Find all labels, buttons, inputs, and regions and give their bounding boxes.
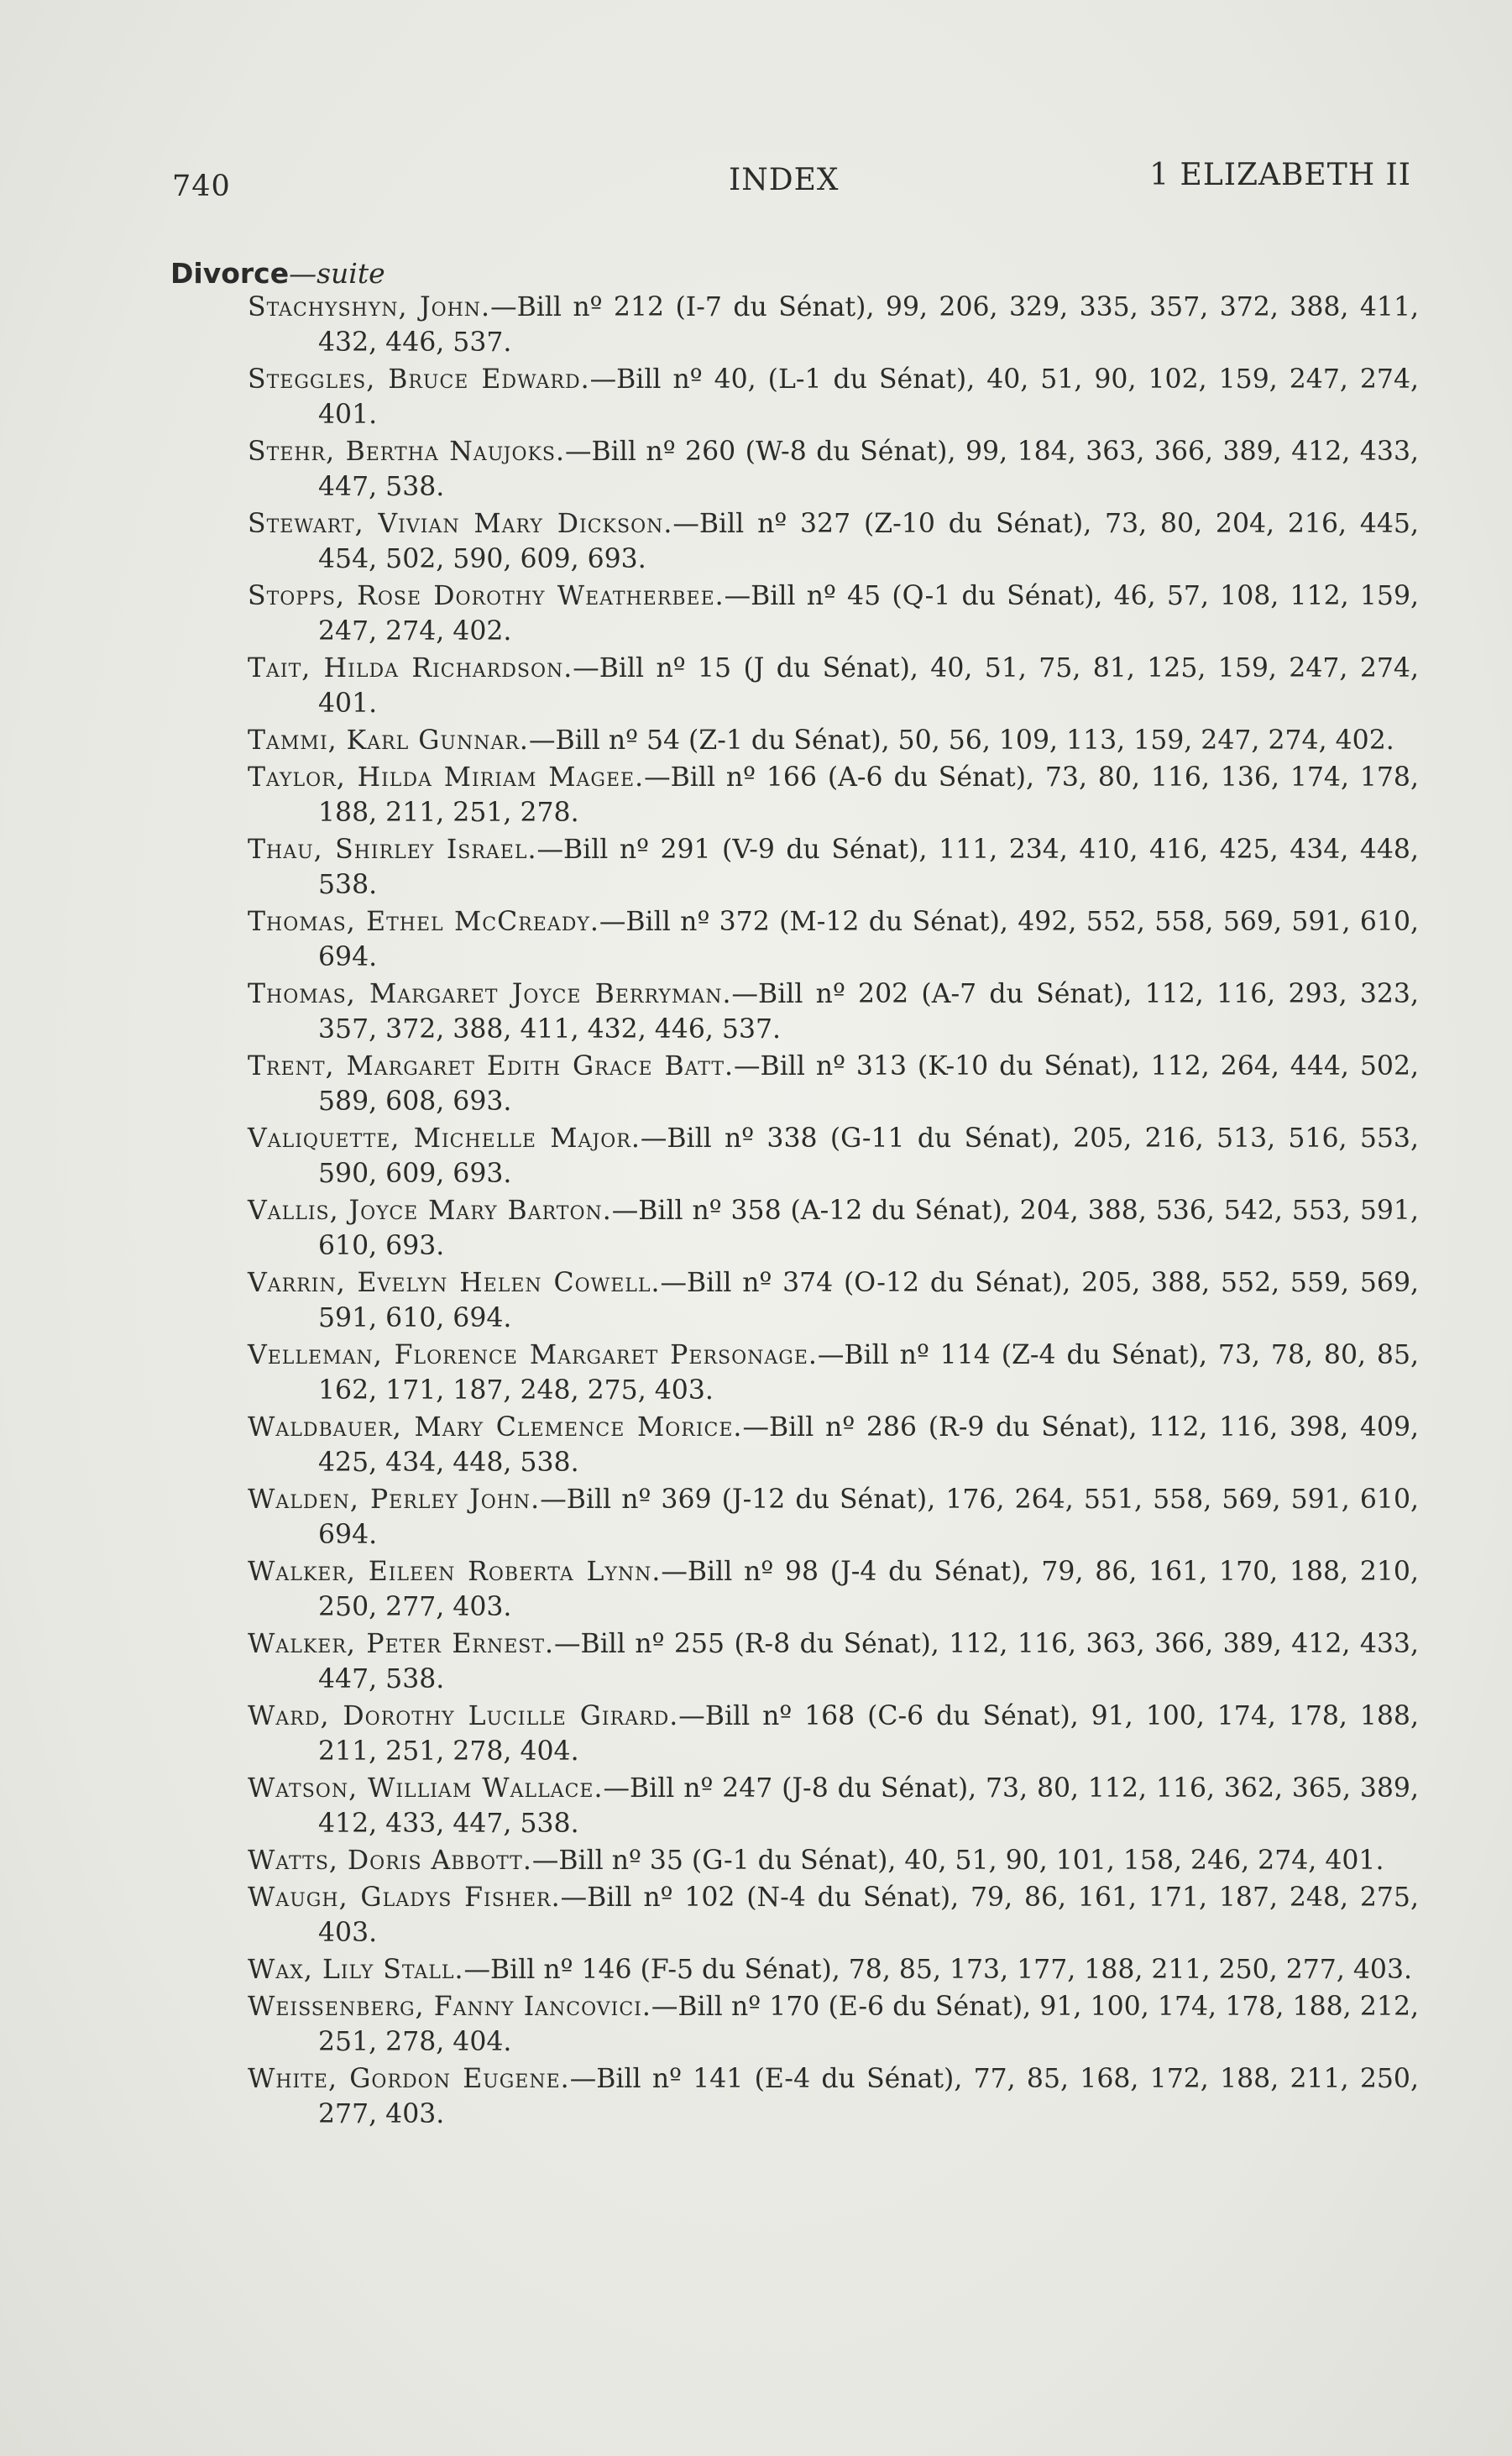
page-number: 740 <box>172 170 231 203</box>
entry-details: —Bill nº 212 (I-7 du Sénat), 99, 206, 329, 335, 357, 372, 388, 411, 432, 446, 537. <box>318 292 1419 358</box>
entry-details: —Bill nº 313 (K-10 du Sénat), 112, 264, 444, 502, 589, 608, 693. <box>318 1051 1419 1117</box>
entry-name: Trent, Margaret Edith Grace Batt. <box>248 1051 735 1081</box>
section-heading-label: Divorce <box>170 257 290 290</box>
index-entry <box>248 1699 1419 1769</box>
index-entry <box>248 904 1419 975</box>
index-entry <box>248 1121 1419 1191</box>
index-entry-list <box>248 290 1419 2134</box>
entry-name: Taylor, Hilda Miriam Magee. <box>248 762 645 793</box>
section-heading-suffix: —suite <box>289 257 385 290</box>
entry-details: —Bill nº 369 (J-12 du Sénat), 176, 264, 551, 558, 569, 591, 610, 694. <box>318 1485 1419 1550</box>
index-entry <box>248 977 1419 1047</box>
entry-details: —Bill nº 338 (G-11 du Sénat), 205, 216, 513, 516, 553, 590, 609, 693. <box>318 1123 1419 1189</box>
index-entry <box>248 760 1419 830</box>
entry-name: Varrin, Evelyn Helen Cowell. <box>248 1268 661 1298</box>
entry-name: Tait, Hilda Richardson. <box>248 653 573 683</box>
entry-name: Velleman, Florence Margaret Personage. <box>248 1340 818 1370</box>
index-entry <box>248 651 1419 721</box>
entry-name: Stachyshyn, John. <box>248 292 491 322</box>
entry-details: —Bill nº 372 (M-12 du Sénat), 492, 552, 558, 569, 591, 610, 694. <box>318 907 1420 972</box>
entry-details: —Bill nº 202 (A-7 du Sénat), 112, 116, 293, 323, 357, 372, 388, 411, 432, 446, 537. <box>318 979 1419 1045</box>
entry-name: Valiquette, Michelle Major. <box>248 1123 641 1154</box>
index-entry <box>248 1049 1419 1119</box>
index-entry <box>248 1771 1419 1841</box>
entry-name: Thomas, Ethel McCready. <box>248 907 599 937</box>
index-entry <box>248 362 1419 432</box>
entry-details: —Bill nº 98 (J-4 du Sénat), 79, 86, 161, 170, 188, 210, 250, 277, 403. <box>318 1557 1419 1622</box>
entry-details: —Bill nº 291 (V-9 du Sénat), 111, 234, 410, 416, 425, 434, 448, 538. <box>318 835 1419 900</box>
entry-name: Watts, Doris Abbott. <box>248 1846 532 1876</box>
index-entry <box>248 1626 1419 1697</box>
entry-details: —Bill nº 255 (R-8 du Sénat), 112, 116, 363, 366, 389, 412, 433, 447, 538. <box>318 1629 1419 1694</box>
entry-details: —Bill nº 141 (E-4 du Sénat), 77, 85, 168, 172, 188, 211, 250, 277, 403. <box>318 2064 1419 2129</box>
entry-name: White, Gordon Eugene. <box>248 2064 570 2094</box>
entry-name: Walker, Eileen Roberta Lynn. <box>248 1557 662 1587</box>
entry-name: Thau, Shirley Israel. <box>248 835 537 865</box>
entry-name: Stopps, Rose Dorothy Weatherbee. <box>248 581 725 611</box>
index-entry <box>248 2061 1419 2132</box>
page-title: INDEX <box>729 163 840 197</box>
entry-details: —Bill nº 260 (W-8 du Sénat), 99, 184, 363, 366, 389, 412, 433, 447, 538. <box>318 437 1419 502</box>
index-entry <box>248 1193 1419 1264</box>
entry-details: —Bill nº 247 (J-8 du Sénat), 73, 80, 112, 116, 362, 365, 389, 412, 433, 447, 538. <box>318 1773 1419 1839</box>
entry-name: Wax, Lily Stall. <box>248 1955 464 1985</box>
entry-name: Stewart, Vivian Mary Dickson. <box>248 509 673 539</box>
entry-details: —Bill nº 54 (Z-1 du Sénat), 50, 56, 109, 113, 159, 247, 274, 402. <box>528 725 1394 756</box>
index-entry <box>248 1843 1419 1878</box>
entry-details: —Bill nº 146 (F-5 du Sénat), 78, 85, 173, 177, 188, 211, 250, 277, 403. <box>463 1955 1413 1985</box>
entry-name: Ward, Dorothy Lucille Girard. <box>248 1701 679 1731</box>
index-entry <box>248 290 1419 360</box>
section-heading <box>170 257 385 290</box>
entry-name: Steggles, Bruce Edward. <box>248 364 590 395</box>
entry-details: —Bill nº 166 (A-6 du Sénat), 73, 80, 116, 136, 174, 178, 188, 211, 251, 278. <box>318 762 1419 828</box>
entry-details: —Bill nº 40, (L-1 du Sénat), 40, 51, 90, 102, 159, 247, 274, 401. <box>318 364 1420 430</box>
entry-details: —Bill nº 15 (J du Sénat), 40, 51, 75, 81, 125, 159, 247, 274, 401. <box>318 653 1419 719</box>
entry-name: Waugh, Gladys Fisher. <box>248 1883 561 1913</box>
entry-details: —Bill nº 358 (A-12 du Sénat), 204, 388, 536, 542, 553, 591, 610, 693. <box>318 1196 1419 1261</box>
entry-details: —Bill nº 374 (O-12 du Sénat), 205, 388, 552, 559, 569, 591, 610, 694. <box>318 1268 1419 1333</box>
entry-details: —Bill nº 286 (R-9 du Sénat), 112, 116, 398, 409, 425, 434, 448, 538. <box>318 1412 1419 1478</box>
entry-details: —Bill nº 45 (Q-1 du Sénat), 46, 57, 108, 112, 159, 247, 274, 402. <box>318 581 1419 647</box>
entry-name: Watson, William Wallace. <box>248 1773 604 1804</box>
index-entry <box>248 1554 1419 1625</box>
index-entry <box>248 1338 1419 1408</box>
index-entry <box>248 1989 1419 2060</box>
index-entry <box>248 1265 1419 1336</box>
running-head-reign: 1 ELIZABETH II <box>1149 158 1411 192</box>
index-entry <box>248 832 1419 903</box>
index-entry <box>248 434 1419 505</box>
index-entry <box>248 579 1419 649</box>
entry-name: Walker, Peter Ernest. <box>248 1629 555 1659</box>
index-entry <box>248 1482 1419 1553</box>
entry-details: —Bill nº 168 (C-6 du Sénat), 91, 100, 174, 178, 188, 211, 251, 278, 404. <box>318 1701 1419 1767</box>
entry-name: Stehr, Bertha Naujoks. <box>248 437 566 467</box>
entry-details: —Bill nº 102 (N-4 du Sénat), 79, 86, 161, 171, 187, 248, 275, 403. <box>318 1883 1419 1948</box>
index-entry <box>248 723 1419 758</box>
index-entry <box>248 1952 1419 1987</box>
index-entry <box>248 1880 1419 1951</box>
entry-details: —Bill nº 114 (Z-4 du Sénat), 73, 78, 80, 85, 162, 171, 187, 248, 275, 403. <box>318 1340 1420 1406</box>
entry-name: Weissenberg, Fanny Iancovici. <box>248 1992 651 2022</box>
entry-name: Thomas, Margaret Joyce Berryman. <box>248 979 732 1009</box>
entry-name: Tammi, Karl Gunnar. <box>248 725 529 756</box>
entry-details: —Bill nº 170 (E-6 du Sénat), 91, 100, 174, 178, 188, 212, 251, 278, 404. <box>318 1992 1419 2057</box>
index-entry <box>248 506 1419 577</box>
page-header <box>172 158 1411 203</box>
entry-details: —Bill nº 327 (Z-10 du Sénat), 73, 80, 204, 216, 445, 454, 502, 590, 609, 693. <box>318 509 1419 574</box>
entry-details: —Bill nº 35 (G-1 du Sénat), 40, 51, 90, 101, 158, 246, 274, 401. <box>531 1846 1384 1876</box>
entry-name: Waldbauer, Mary Clemence Morice. <box>248 1412 743 1443</box>
entry-name: Walden, Perley John. <box>248 1485 541 1515</box>
index-entry <box>248 1410 1419 1480</box>
entry-name: Vallis, Joyce Mary Barton. <box>248 1196 612 1226</box>
